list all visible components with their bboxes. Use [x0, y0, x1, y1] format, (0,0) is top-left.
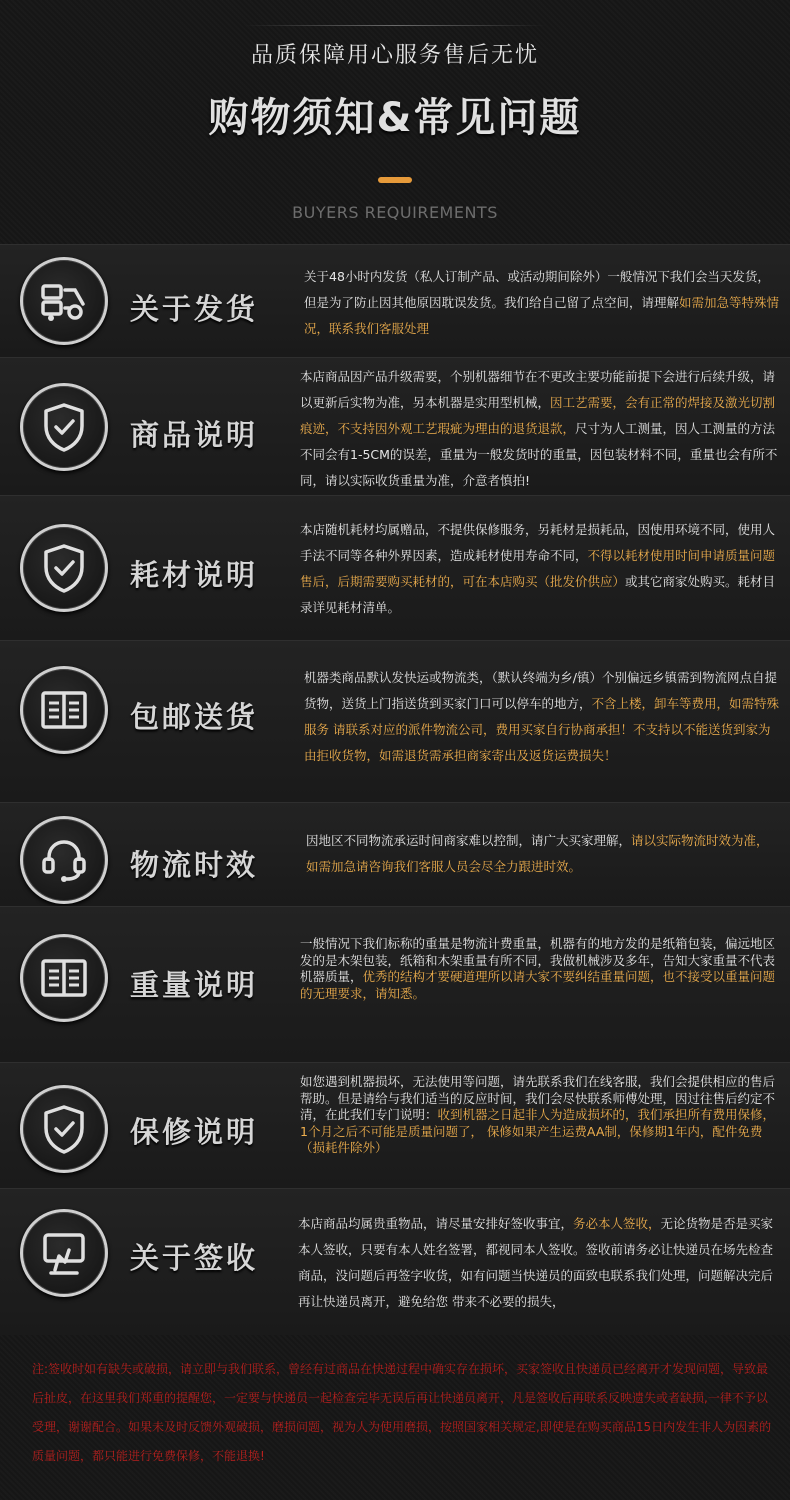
section-text: 机器类商品默认发快运或物流类，（默认终端为乡/镇）个别偏远乡镇需到物流网点自提货物，送货上门指送货到买家门口可以停车的地方，不含上楼，卸车等费用，如需特殊服务 请联系对应的派件物流公司，费用买家自行协商承担！不支持以不能送货到家为由拒收货物，如需退货需承担商家寄出及返货运费损失！	[304, 670, 780, 763]
section-warranty	[0, 1062, 790, 1188]
shield-check-icon	[20, 1085, 108, 1173]
delivery-icon	[20, 257, 108, 345]
shield-check-icon	[20, 383, 108, 471]
section-free-shipping	[0, 640, 790, 802]
section-title: 包邮送货	[130, 700, 259, 734]
sign-icon	[20, 1209, 108, 1297]
page-title: 购物须知&常见问题	[208, 95, 582, 141]
book-icon	[20, 934, 108, 1022]
section-product	[0, 357, 790, 495]
section-text: 本店随机耗材均属赠品，不提供保修服务，另耗材是损耗品，因使用环境不同，使用人手法不同等各种外界因素，造成耗材使用寿命不同，不得以耗材使用时间申请质量问题售后，后期需要购买耗材的，可在本店购买（批发价供应）或其它商家处购买。耗材目录详见耗材清单。	[300, 522, 776, 615]
section-title: 关于签收	[130, 1241, 259, 1275]
section-consumables	[0, 495, 790, 640]
section-title: 保修说明	[130, 1115, 259, 1149]
section-title: 关于发货	[130, 292, 259, 326]
section-title: 物流时效	[130, 848, 259, 882]
page-subtitle: BUYERS REQUIREMENTS	[292, 203, 498, 222]
header-divider	[245, 25, 545, 26]
section-text: 因地区不同物流承运时间商家难以控制，请广大买家理解，请以实际物流时效为准，如需加急请咨询我们客服人员会尽全力跟进时效。	[306, 833, 769, 874]
section-text: 如您遇到机器损坏，无法使用等问题，请先联系我们在线客服，我们会提供相应的售后帮助。但是请给与我们适当的反应时间，我们会尽快联系师傅处理，因过往售后约定不清，在此我们专门说明：收到机器之日起非人为造成损坏的，我们承担所有费用保修，1个月之后不可能是质量问题了， 保修如果产生运费AA制，保修期1年内，配件免费（损耗件除外）	[300, 1074, 776, 1155]
section-shipping	[0, 244, 790, 357]
header-slogan: 品质保障用心服务售后无忧	[250, 43, 539, 68]
section-title: 商品说明	[130, 418, 259, 452]
footer-note: 注:签收时如有缺失或破损，请立即与我们联系，曾经有过商品在快递过程中确实存在损坏，买家签收且快递员已经离开才发现问题，导致最后扯皮，在这里我们郑重的提醒您，一定要与快递员一起检查完毕无误后再让快递员离开，凡是签收后再联系反映遗失或者缺损,一律不予以受理，谢谢配合。如果未及时反馈外观破损，磨损问题，视为人为使用磨损，按照国家相关规定,即使是在购买商品15日内发生非人为因素的质量问题，都只能进行免费保修，不能退换!	[32, 1362, 772, 1463]
page-header	[0, 0, 790, 240]
book-icon	[20, 666, 108, 754]
headset-icon	[20, 816, 108, 904]
section-logistics-time	[0, 802, 790, 906]
section-text: 本店商品因产品升级需要，个别机器细节在不更改主要功能前提下会进行后续升级，请以更新后实物为准，另本机器是实用型机械，因工艺需要，会有正常的焊接及激光切割痕迹，不支持因外观工艺瑕疵为理由的退货退款，尺寸为人工测量，因人工测量的方法不同会有1-5CM的误差，重量为一般发货时的重量，因包装材料不同，重量也会有所不同，请以实际收货重量为准，介意者慎拍!	[300, 369, 778, 488]
section-text: 关于48小时内发货（私人订制产品、或活动期间除外）一般情况下我们会当天发货，但是为了防止因其他原因耽误发货。我们给自己留了点空间，请理解如需加急等特殊情况，联系我们客服处理	[304, 269, 780, 336]
section-title: 耗材说明	[130, 558, 259, 592]
shield-check-icon	[20, 524, 108, 612]
section-text: 一般情况下我们标称的重量是物流计费重量，机器有的地方发的是纸箱包装，偏远地区发的是木架包装，纸箱和木架重量有所不同，我做机械涉及多年，告知大家重量不代表机器质量，优秀的结构才要硬道理所以请大家不要纠结重量问题，也不接受以重量问题的无理要求，请知悉。	[300, 936, 776, 1001]
section-title: 重量说明	[130, 968, 259, 1002]
accent-bar	[378, 177, 412, 183]
section-text: 本店商品均属贵重物品，请尽量安排好签收事宜，务必本人签收，无论货物是否是买家本人签收，只要有本人姓名签署，都视同本人签收。签收前请务必让快递员在场先检查商品，没问题后再签字收货，如有问题当快递员的面致电联系我们处理，问题解决完后再让快递员离开，避免给您 带来不必要的损失，	[298, 1216, 774, 1309]
section-signing	[0, 1188, 790, 1335]
section-weight	[0, 906, 790, 1062]
